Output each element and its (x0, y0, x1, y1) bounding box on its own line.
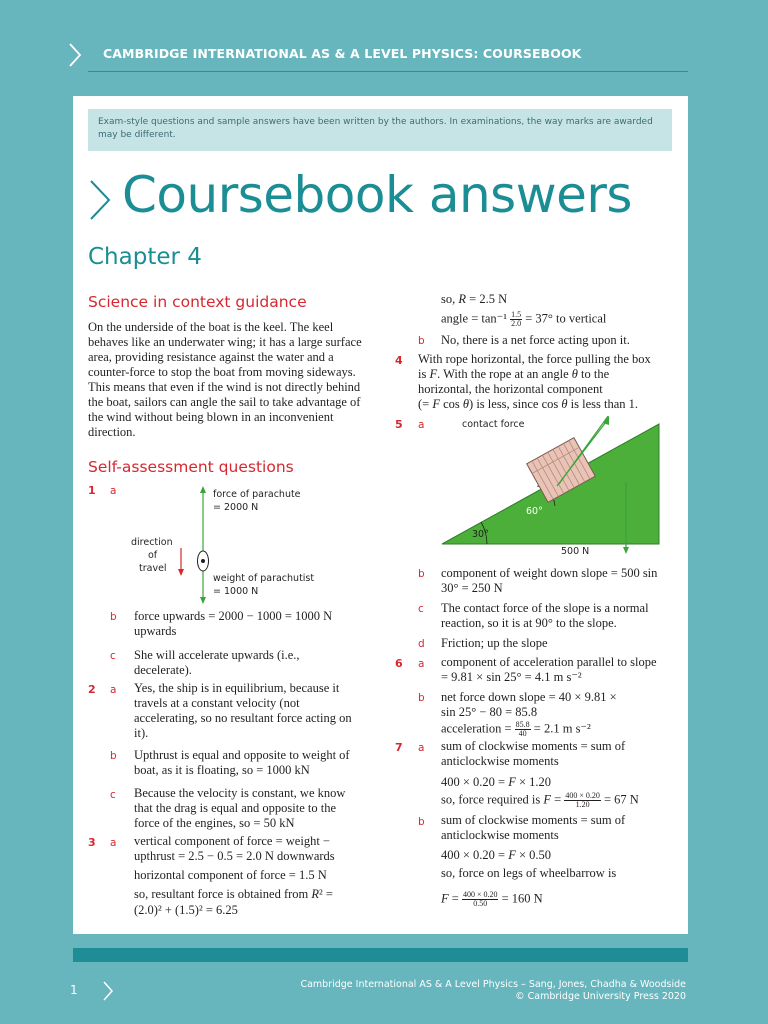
q7b-eq1: 400 × 0.20 = F × 0.50 (441, 848, 552, 862)
q3b-text: No, there is a net force acting upon it. (441, 333, 630, 347)
footer-credit-line1: Cambridge International AS & A Level Physics – Sang, Jones, Chadha & Woodside (300, 979, 686, 990)
q7a-text: sum of clockwise moments = sum of anticlockwise moments (441, 739, 626, 768)
q4-number: 4 (395, 354, 403, 367)
footer-credits (300, 979, 686, 1003)
q4-text: With rope horizontal, the force pulling the box is F. With the rope at an angle θ to the horizontal, the horizontal component (= F cos θ) is less, since cos θ is less than 1. (418, 352, 651, 411)
self-assessment-heading: Self-assessment questions (88, 458, 294, 476)
q3b-letter: b (418, 335, 425, 347)
q7-number: 7 (395, 741, 403, 754)
q3a-line5: so, R = 2.5 N (441, 292, 508, 306)
q6b-letter: b (418, 692, 425, 704)
q3a-line3: so, resultant force is obtained from R² = (134, 887, 333, 901)
header-rule (88, 71, 688, 72)
q7a-letter: a (418, 742, 425, 754)
q3a-line4: (2.0)² + (1.5)² = 6.25 (134, 903, 238, 917)
page-title: Coursebook answers (122, 166, 632, 224)
q1c-text: She will accelerate upwards (i.e., decelerate). (134, 648, 300, 677)
q5c-letter: c (418, 603, 424, 615)
q2-number: 2 (88, 683, 96, 696)
q2a-text: Yes, the ship is in equilibrium, because it travels at a constant velocity (not accelerating, so no resultant force acting on it). (134, 681, 352, 740)
q5a-letter: a (418, 419, 425, 431)
page-content (73, 96, 688, 934)
q5-number: 5 (395, 418, 403, 431)
q3a-line6: angle = tan⁻¹ $\frac{1.5}{2.0}$ = 37° to vertical (441, 310, 607, 328)
science-heading: Science in context guidance (88, 293, 307, 311)
q7b-text: sum of clockwise moments = sum of anticlockwise moments (441, 813, 626, 842)
science-text: On the underside of the boat is the keel. The keel behaves like an underwater wing; it has a large surface area, providing resistance against the water and a counter-force to stop the boat from moving sideways. This means that even if the wind is not directly behind the boat, sailors can angle the sail to take advantage of the wind without being blown in an inconvenient direction. (88, 320, 362, 439)
angle-30-label: 30° (472, 529, 489, 540)
page-number: 1 (70, 983, 78, 997)
q5b-text: component of weight down slope = 500 sin 30° = 250 N (441, 566, 658, 595)
q6a-letter: a (418, 658, 425, 670)
q6-number: 6 (395, 657, 403, 670)
q1c-letter: c (110, 650, 116, 662)
q6b-line3: acceleration = $\frac{85.8}{40}$ = 2.1 m s⁻² (441, 720, 591, 738)
q2a-letter: a (110, 684, 117, 696)
q2b-letter: b (110, 750, 117, 762)
title-chevron-icon (87, 178, 113, 222)
footer-credit-line2: © Cambridge University Press 2020 (515, 991, 686, 1002)
weight-500-label: 500 N (561, 546, 590, 557)
q2c-text: Because the velocity is constant, we know that the drag is equal and opposite to the force of the engines, so = 50 kN (134, 786, 346, 830)
q3-number: 3 (88, 836, 96, 849)
q3a-letter: a (110, 837, 117, 849)
parachute-force-label: force of parachute (213, 489, 301, 500)
q2c-letter: c (110, 789, 116, 801)
q5c-text: The contact force of the slope is a normal reaction, so it is at 90° to the slope. (441, 601, 649, 630)
q7a-eq2: so, force required is F = $\frac{400 \times 0.20}{1.20}$ = 67 N (441, 791, 639, 809)
q2b-text: Upthrust is equal and opposite to weight of boat, as it is floating, so = 1000 kN (134, 748, 350, 777)
q1b-letter: b (110, 611, 117, 623)
footer-chevron-icon (101, 980, 115, 1002)
angle-60-label: 60° (526, 506, 543, 517)
contact-force-label: contact force (462, 419, 525, 430)
q3a-line1: vertical component of force = weight − upthrust = 2.5 − 0.5 = 2.0 N downwards (134, 834, 335, 863)
direction-label-2: of (148, 550, 158, 561)
direction-label-1: direction (131, 537, 173, 548)
footer-bar (73, 948, 688, 962)
q5d-letter: d (418, 638, 425, 650)
weight-label: weight of parachutist (213, 573, 315, 584)
q6b-line2: sin 25° − 80 = 85.8 (441, 705, 538, 719)
q7a-eq1: 400 × 0.20 = F × 1.20 (441, 775, 552, 789)
q5b-letter: b (418, 568, 425, 580)
chapter-heading: Chapter 4 (88, 244, 202, 270)
q6a-text: component of acceleration parallel to slope = 9.81 × sin 25° = 4.1 m s⁻² (441, 655, 657, 684)
q1-number: 1 (88, 484, 96, 497)
header-title: CAMBRIDGE INTERNATIONAL AS & A LEVEL PHYSICS: COURSEBOOK (103, 46, 582, 61)
q7b-eq2: so, force on legs of wheelbarrow is (441, 866, 617, 880)
q7b-eq3: F = $\frac{400 \times 0.20}{0.50}$ = 160 N (441, 890, 543, 908)
q5d-text: Friction; up the slope (441, 636, 548, 650)
q1a-letter: a (110, 485, 117, 497)
exam-notice: Exam-style questions and sample answers have been written by the authors. In examinations, the way marks are awarded may be different. (88, 109, 672, 151)
q1b-text: force upwards = 2000 − 1000 = 1000 N upwards (134, 609, 333, 638)
q6b-line1: net force down slope = 40 × 9.81 × (441, 690, 617, 704)
q7b-letter: b (418, 816, 425, 828)
weight-value: = 1000 N (213, 586, 259, 597)
direction-label-3: travel (139, 563, 167, 574)
q3a-line2: horizontal component of force = 1.5 N (134, 868, 327, 882)
parachute-force-value: = 2000 N (213, 502, 259, 513)
header-chevron-icon (64, 42, 86, 68)
